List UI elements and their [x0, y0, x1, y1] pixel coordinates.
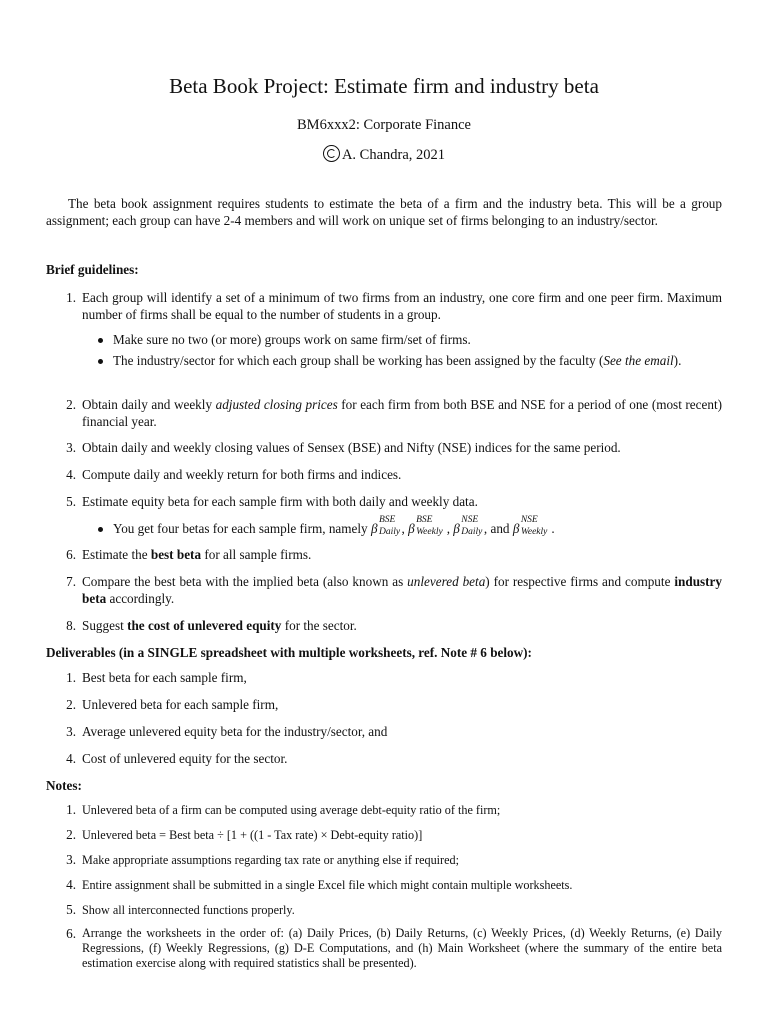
item-number: 3. [66, 724, 76, 739]
notes-heading: Notes: [46, 778, 82, 793]
bullet-text: Make sure no two (or more) groups work on same firm/set of firms. [113, 332, 471, 347]
bullet-text: You get four betas for each sample firm, namely β BSE Daily , β BSE Weekly , β NSE Daily , and β NSE Weekly . [113, 515, 555, 537]
intro-paragraph: The beta book assignment requires students to estimate the beta of a firm and the industry beta. This will be a group assignment; each group can have 2-4 members and will work on unique set of firms belonging to an industry/sector. [46, 196, 722, 228]
document-title: Beta Book Project: Estimate firm and industry beta [169, 74, 599, 98]
item-text: Compare the best beta with the implied beta (also known as unlevered beta) for respective firms and compute industry beta accordingly. [82, 574, 722, 606]
beta-bse-daily: β BSE Daily [370, 515, 401, 537]
deliverables-heading: Deliverables (in a SINGLE spreadsheet with multiple worksheets, ref. Note # 6 below): [46, 645, 532, 660]
author-name: A. Chandra, 2021 [341, 147, 446, 163]
item-number: 5. [66, 494, 76, 509]
item-text: Unlevered beta of a firm can be computed using average debt-equity ratio of the firm; [82, 803, 501, 817]
beta-nse-weekly: β NSE Weekly [512, 515, 548, 537]
item-number: 2. [66, 827, 76, 842]
item-number: 7. [66, 574, 76, 589]
item-text: Unlevered beta for each sample firm, [82, 697, 279, 712]
item-text: Average unlevered equity beta for the industry/sector, and [82, 724, 388, 739]
beta-nse-daily: β NSE Daily [453, 515, 483, 537]
item-number: 8. [66, 618, 76, 633]
item-number: 6. [66, 547, 76, 562]
item-text: Cost of unlevered equity for the sector. [82, 751, 288, 766]
item-text: Obtain daily and weekly closing values of Sensex (BSE) and Nifty (NSE) indices for the same period. [82, 440, 621, 455]
bullet-icon [98, 359, 103, 364]
bullet-icon [98, 527, 103, 532]
item-text: Make appropriate assumptions regarding tax rate or anything else if required; [82, 853, 460, 867]
item-text: Estimate the best beta for all sample firms. [82, 547, 312, 562]
bullet-icon [98, 338, 103, 343]
item-number: 2. [66, 397, 76, 412]
item-number: 1. [66, 670, 76, 685]
item-text: Arrange the worksheets in the order of: (a) Daily Prices, (b) Daily Returns, (c) Weekly Prices, (d) Weekly Returns, (e) Daily Regressions, (f) Weekly Regressions, (g) D-E Computations, and (h) Main Worksheet (where the summary of the entire beta estimation exercise along with required statistics shall be presented). [82, 926, 722, 970]
item-text: Estimate equity beta for each sample firm with both daily and weekly data. [82, 494, 478, 509]
guidelines-heading: Brief guidelines: [46, 262, 139, 277]
item-text: Compute daily and weekly return for both firms and indices. [82, 467, 402, 482]
item-text: Entire assignment shall be submitted in a single Excel file which might contain multiple worksheets. [82, 878, 573, 892]
item-number: 3. [66, 440, 76, 455]
item-number: 1. [66, 290, 76, 305]
item-number: 1. [66, 802, 76, 817]
item-text: Obtain daily and weekly adjusted closing prices for each firm from both BSE and NSE for a period of one (most recent) financial year. [82, 397, 723, 429]
item-text: Unlevered beta = Best beta ÷ [1 + ((1 - Tax rate) × Debt-equity ratio)] [82, 828, 423, 842]
item-text: Each group will identify a set of a minimum of two firms from an industry, one core firm and one peer firm. Maximum number of firms shall be equal to the number of students in a group. [82, 290, 722, 322]
item-text: Show all interconnected functions properly. [82, 903, 295, 917]
item-text: Suggest the cost of unlevered equity for the sector. [82, 618, 357, 633]
item-number: 4. [66, 751, 76, 766]
item-number: 5. [66, 902, 76, 917]
item-number: 4. [66, 467, 76, 482]
item-text: Best beta for each sample firm, [82, 670, 247, 685]
bullet-text: The industry/sector for which each group shall be working has been assigned by the faculty (See the email). [113, 353, 682, 368]
item-number: 2. [66, 697, 76, 712]
course-code: BM6xxx2: Corporate Finance [297, 117, 471, 133]
author-line [0, 145, 768, 164]
beta-bse-weekly: β BSE Weekly [408, 515, 443, 537]
item-number: 4. [66, 877, 76, 892]
item-number: 6. [66, 926, 76, 941]
item-number: 3. [66, 852, 76, 867]
copyright-icon [323, 145, 340, 162]
